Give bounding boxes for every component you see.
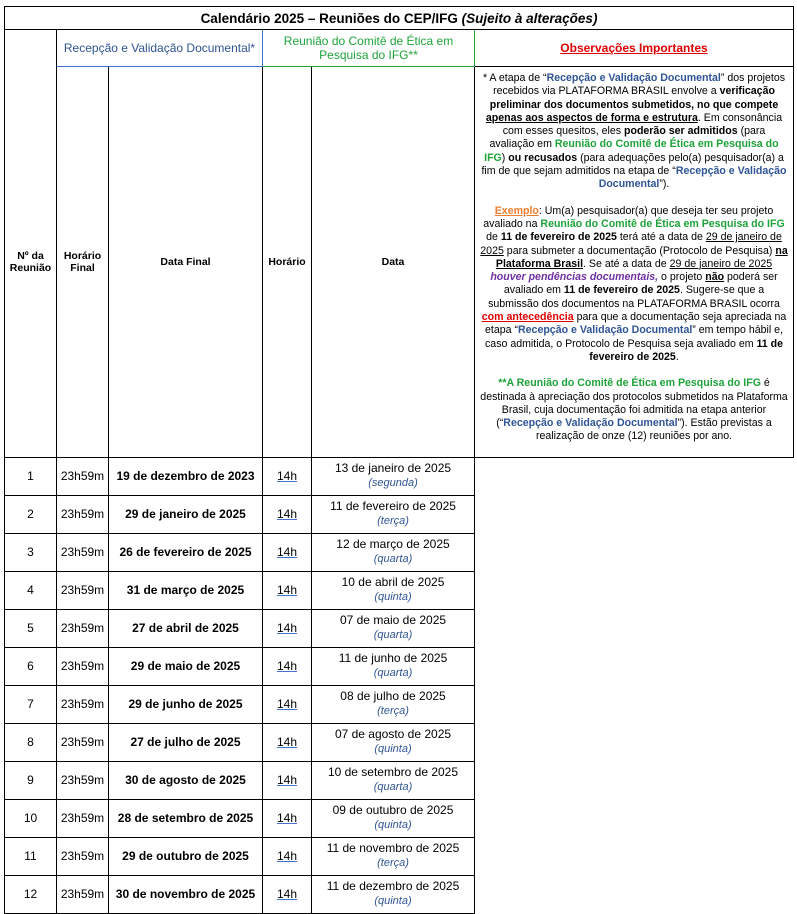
meeting-time: 14h bbox=[276, 773, 298, 788]
table-row bbox=[5, 875, 794, 913]
meeting-date-cell bbox=[312, 533, 475, 571]
table-row bbox=[5, 685, 794, 723]
final-date: 30 de agosto de 2025 bbox=[109, 761, 263, 799]
obs-text-run: 29 de janeiro de 2025 bbox=[669, 257, 773, 270]
obs-text-run: Reunião do Comitê de Ética em Pesquisa do IFG bbox=[484, 138, 779, 164]
table-row bbox=[5, 495, 794, 533]
meeting-date: 10 de abril de 2025 bbox=[341, 575, 445, 590]
final-date: 30 de novembro de 2025 bbox=[109, 875, 263, 913]
meeting-time-cell bbox=[263, 723, 312, 761]
obs-text-run: Recepção e Validação Documental bbox=[546, 72, 721, 84]
table-row bbox=[5, 761, 794, 799]
meeting-number: 4 bbox=[5, 571, 57, 609]
meeting-date: 13 de janeiro de 2025 bbox=[334, 461, 452, 476]
meeting-time-cell bbox=[263, 533, 312, 571]
obs-text-run: 11 de fevereiro de 2025 bbox=[500, 231, 617, 244]
meeting-time-cell bbox=[263, 875, 312, 913]
obs-text-run: . Em consonância com esses quesitos, eles bbox=[502, 111, 783, 138]
final-date: 28 de setembro de 2025 bbox=[109, 799, 263, 837]
final-time: 23h59m bbox=[57, 457, 109, 495]
meeting-time: 14h bbox=[276, 583, 298, 598]
meeting-time-cell bbox=[263, 457, 312, 495]
final-date: 29 de outubro de 2025 bbox=[109, 837, 263, 875]
obs-text-run: ou recusados bbox=[508, 151, 578, 164]
final-time: 23h59m bbox=[57, 609, 109, 647]
calendar-document bbox=[4, 6, 793, 908]
table-row bbox=[5, 647, 794, 685]
meeting-weekday: (quinta) bbox=[374, 895, 412, 908]
final-date: 29 de janeiro de 2025 bbox=[109, 495, 263, 533]
final-date: 19 de dezembro de 2023 bbox=[109, 457, 263, 495]
meeting-time: 14h bbox=[276, 735, 298, 750]
meeting-time: 14h bbox=[276, 811, 298, 826]
obs-text-run: Recepção e Validação Documental bbox=[518, 324, 693, 337]
obs-text-run: para que a documentação seja apreciada na etapa “ bbox=[485, 311, 787, 337]
meeting-date: 08 de julho de 2025 bbox=[340, 689, 446, 704]
meeting-number: 2 bbox=[5, 495, 57, 533]
final-date: 29 de maio de 2025 bbox=[109, 647, 263, 685]
meeting-weekday: (terça) bbox=[377, 857, 409, 870]
meeting-time: 14h bbox=[276, 849, 298, 864]
meeting-date: 07 de maio de 2025 bbox=[339, 613, 447, 628]
meeting-date: 09 de outubro de 2025 bbox=[332, 803, 454, 818]
final-time: 23h59m bbox=[57, 647, 109, 685]
title-note: (Sujeito à alterações) bbox=[461, 10, 598, 26]
calendar-table bbox=[4, 6, 794, 914]
obs-text-run: verificação preliminar dos documentos submetidos, no que compete bbox=[489, 85, 779, 111]
meeting-number: 7 bbox=[5, 685, 57, 723]
obs-text-run: : Um(a) pesquisador(a) que deseja ter seu projeto avaliado na bbox=[483, 204, 774, 230]
obs-text-run: não bbox=[705, 271, 725, 284]
table-row bbox=[5, 799, 794, 837]
meeting-time-cell bbox=[263, 837, 312, 875]
meeting-time-cell bbox=[263, 495, 312, 533]
obs-text-run: é destinada à apreciação dos protocolos submetidos na Plataforma Brasil, cuja documentação foi admitida na etapa anterior (“ bbox=[480, 377, 788, 430]
meeting-time: 14h bbox=[276, 469, 298, 484]
obs-text-run: terá até a data de bbox=[616, 231, 706, 244]
col-horario-final: Horário Final bbox=[57, 67, 109, 458]
col-data-final: Data Final bbox=[109, 67, 263, 458]
final-time: 23h59m bbox=[57, 761, 109, 799]
final-time: 23h59m bbox=[57, 685, 109, 723]
table-row bbox=[5, 533, 794, 571]
meeting-number: 12 bbox=[5, 875, 57, 913]
observations-cell bbox=[475, 67, 794, 458]
obs-text-run: na Plataforma Brasil bbox=[495, 244, 788, 270]
obs-text-run: ”). bbox=[659, 178, 670, 191]
meeting-date: 11 de fevereiro de 2025 bbox=[330, 499, 456, 514]
obs-text-run: poderá ser avaliado em bbox=[503, 271, 778, 297]
obs-text-run: 11 de fevereiro de 2025 bbox=[589, 337, 783, 363]
final-date: 26 de fevereiro de 2025 bbox=[109, 533, 263, 571]
meeting-date: 12 de março de 2025 bbox=[336, 537, 450, 552]
group-recepcao: Recepção e Validação Documental* bbox=[57, 30, 263, 67]
meeting-time-cell bbox=[263, 609, 312, 647]
meeting-weekday: (quarta) bbox=[373, 629, 413, 642]
page-title bbox=[5, 7, 794, 30]
col-num: Nº da Reunião bbox=[5, 67, 57, 458]
final-time: 23h59m bbox=[57, 875, 109, 913]
obs-text-run: de bbox=[486, 231, 501, 244]
meeting-weekday: (segunda) bbox=[368, 477, 418, 490]
final-date: 27 de julho de 2025 bbox=[109, 723, 263, 761]
meeting-date: 10 de setembro de 2025 bbox=[327, 765, 459, 780]
meeting-date-cell bbox=[312, 609, 475, 647]
obs-paragraph-2 bbox=[479, 205, 789, 365]
col-horario: Horário bbox=[263, 67, 312, 458]
table-row bbox=[5, 723, 794, 761]
table-row bbox=[5, 571, 794, 609]
obs-text-run: . bbox=[675, 350, 679, 363]
final-time: 23h59m bbox=[57, 571, 109, 609]
meeting-date-cell bbox=[312, 495, 475, 533]
final-time: 23h59m bbox=[57, 533, 109, 571]
meeting-number: 10 bbox=[5, 799, 57, 837]
meeting-number: 1 bbox=[5, 457, 57, 495]
obs-text-run: 11 de fevereiro de 2025 bbox=[563, 284, 680, 297]
obs-text-run: Recepção e Validação Documental bbox=[598, 165, 787, 191]
meeting-weekday: (terça) bbox=[377, 705, 409, 718]
obs-text-run: Exemplo bbox=[494, 204, 539, 217]
obs-text-run: com antecedência bbox=[481, 311, 574, 324]
meeting-date-cell bbox=[312, 723, 475, 761]
obs-text-run: (para avaliação em bbox=[489, 125, 766, 151]
meeting-time: 14h bbox=[276, 659, 298, 674]
blank-header-cell bbox=[5, 30, 57, 67]
obs-text-run: . Sugere-se que a submissão dos documentos na PLATAFORMA BRASIL ocorra bbox=[488, 284, 780, 310]
obs-text-run: ) bbox=[501, 151, 509, 164]
title-main: Calendário 2025 – Reuniões do CEP/IFG bbox=[200, 10, 462, 26]
obs-text-run: para submeter a documentação (Protocolo de Pesquisa) bbox=[503, 244, 776, 257]
final-time: 23h59m bbox=[57, 799, 109, 837]
meeting-time-cell bbox=[263, 647, 312, 685]
obs-paragraph-3 bbox=[479, 377, 789, 443]
obs-text-run: * A etapa de “ bbox=[482, 72, 547, 84]
group-comite: Reunião do Comitê de Ética em Pesquisa do IFG** bbox=[263, 30, 475, 67]
table-row bbox=[5, 457, 794, 495]
final-time: 23h59m bbox=[57, 495, 109, 533]
meeting-time-cell bbox=[263, 685, 312, 723]
meeting-date-cell bbox=[312, 837, 475, 875]
meeting-weekday: (quinta) bbox=[374, 743, 412, 756]
meeting-time: 14h bbox=[276, 621, 298, 636]
meeting-date-cell bbox=[312, 875, 475, 913]
meeting-time-cell bbox=[263, 571, 312, 609]
meeting-date-cell bbox=[312, 685, 475, 723]
obs-text-run: ”). Estão previstas a realização de onze (12) reuniões por ano. bbox=[535, 417, 772, 443]
obs-text-run: Reunião do Comitê de Ética em Pesquisa do IFG bbox=[540, 217, 785, 230]
meeting-weekday: (quarta) bbox=[373, 553, 413, 566]
final-date: 31 de março de 2025 bbox=[109, 571, 263, 609]
meeting-time-cell bbox=[263, 761, 312, 799]
meeting-number: 11 bbox=[5, 837, 57, 875]
group-observacoes: Observações Importantes bbox=[475, 30, 794, 67]
obs-text-run: ” dos projetos recebidos via PLATAFORMA BRASIL envolve a bbox=[493, 72, 786, 98]
meeting-weekday: (quarta) bbox=[373, 667, 413, 680]
meeting-weekday: (quarta) bbox=[373, 781, 413, 794]
meeting-time: 14h bbox=[276, 697, 298, 712]
obs-text-run: 29 de janeiro de 2025 bbox=[480, 231, 782, 257]
obs-text-run: (para adequações pelo(a) pesquisador(a) a fim de que sejam admitidos na etapa de “ bbox=[481, 151, 784, 178]
meeting-date-cell bbox=[312, 647, 475, 685]
obs-text-run: poderão ser admitidos bbox=[624, 125, 738, 138]
meeting-weekday: (quinta) bbox=[374, 591, 412, 604]
final-time: 23h59m bbox=[57, 723, 109, 761]
obs-text-run: ” em tempo hábil e, caso admitida, o Protocolo de Pesquisa seja avaliado em bbox=[485, 324, 783, 350]
obs-text-run: . Se até a data de bbox=[583, 257, 670, 270]
obs-text-run: o projeto bbox=[658, 271, 706, 284]
meeting-date-cell bbox=[312, 761, 475, 799]
obs-text-run: Recepção e Validação Documental bbox=[503, 417, 678, 430]
meeting-time: 14h bbox=[276, 887, 298, 902]
meeting-date: 11 de dezembro de 2025 bbox=[326, 879, 460, 894]
meeting-date: 11 de novembro de 2025 bbox=[326, 841, 460, 856]
final-date: 29 de junho de 2025 bbox=[109, 685, 263, 723]
final-date: 27 de abril de 2025 bbox=[109, 609, 263, 647]
obs-paragraph-1 bbox=[479, 72, 789, 192]
meeting-time: 14h bbox=[276, 545, 298, 560]
table-row bbox=[5, 837, 794, 875]
obs-text-run: apenas aos aspectos de forma e estrutura bbox=[485, 111, 698, 124]
meeting-date: 11 de junho de 2025 bbox=[338, 651, 448, 666]
obs-text-run: houver pendências documentais, bbox=[490, 271, 659, 284]
obs-text-run: **A Reunião do Comitê de Ética em Pesquisa do IFG bbox=[498, 377, 761, 390]
meeting-date-cell bbox=[312, 799, 475, 837]
meeting-number: 3 bbox=[5, 533, 57, 571]
meeting-number: 8 bbox=[5, 723, 57, 761]
final-time: 23h59m bbox=[57, 837, 109, 875]
meeting-number: 5 bbox=[5, 609, 57, 647]
meeting-number: 6 bbox=[5, 647, 57, 685]
col-data: Data bbox=[312, 67, 475, 458]
meeting-date-cell bbox=[312, 457, 475, 495]
meeting-weekday: (quinta) bbox=[374, 819, 412, 832]
meeting-time-cell bbox=[263, 799, 312, 837]
meeting-time: 14h bbox=[276, 507, 298, 522]
table-row bbox=[5, 609, 794, 647]
meeting-date-cell bbox=[312, 571, 475, 609]
meeting-weekday: (terça) bbox=[377, 515, 409, 528]
meeting-number: 9 bbox=[5, 761, 57, 799]
meeting-date: 07 de agosto de 2025 bbox=[334, 727, 452, 742]
